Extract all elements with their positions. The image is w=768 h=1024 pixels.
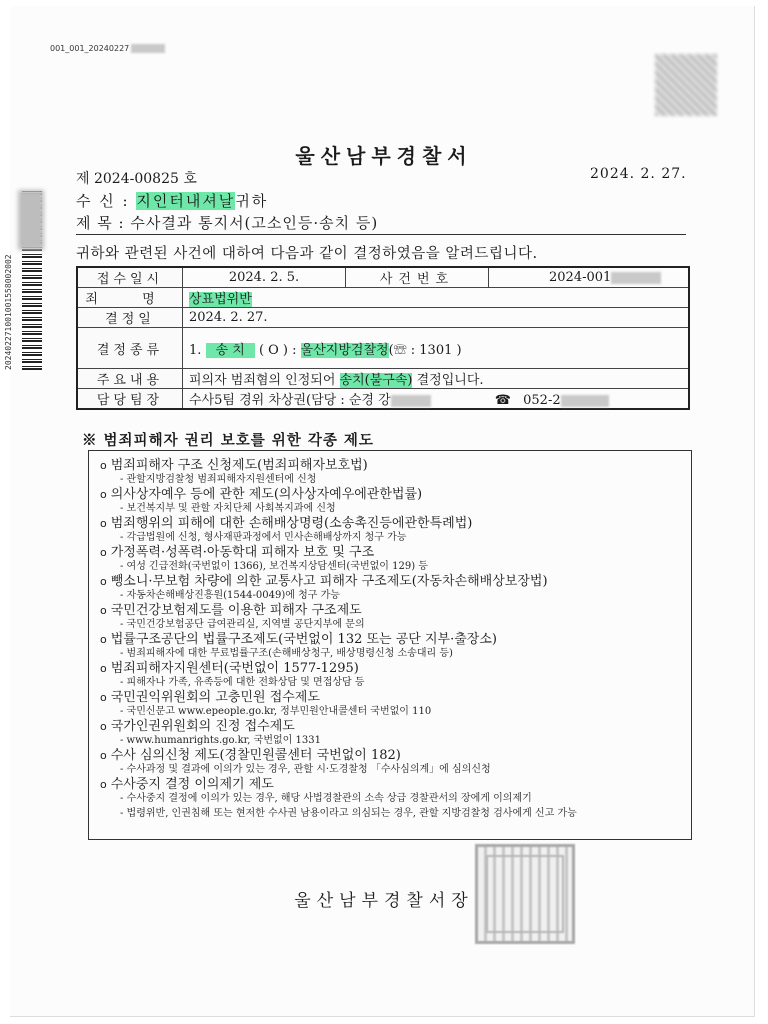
reception-date-label: 접수일시 bbox=[77, 267, 183, 288]
barcode-redaction bbox=[18, 190, 44, 250]
officer: 수사5팀 경위 차상권(담당 : 순경 강 ☎ 052-2 bbox=[183, 389, 690, 410]
table-row bbox=[77, 308, 689, 328]
bullet-icon: o bbox=[100, 517, 107, 530]
list-item-detail: - 보건복지부 및 관할 자치단체 사회복지과에 신청 bbox=[120, 503, 336, 514]
bullet-icon: o bbox=[100, 662, 107, 675]
list-item-title: o 국민권익위원회의 고충민원 접수제도 bbox=[100, 690, 320, 705]
list-item bbox=[100, 458, 690, 487]
recipient-name: 지인터내셔날 bbox=[136, 192, 236, 210]
list-item bbox=[100, 545, 690, 574]
table-row bbox=[77, 328, 689, 369]
list-item-detail: - 범죄피해자에 대한 무료법률구조(손해배상청구, 배상명령신청 소송대리 등) bbox=[120, 648, 453, 659]
section-title: ※ 범죄피해자 권리 보호를 위한 각종 제도 bbox=[82, 432, 374, 449]
list-item-title: o 뺑소니·무보험 차량에 의한 교통사고 피해자 구조제도(자동차손해배상보장법) bbox=[100, 574, 548, 589]
decision-date: 2024. 2. 27. bbox=[183, 308, 690, 328]
list-item bbox=[100, 516, 690, 545]
bullet-icon: o bbox=[100, 575, 107, 588]
list-item-title: o 가정폭력·성폭력·아동학대 피해자 보호 및 구조 bbox=[100, 545, 375, 560]
list-item bbox=[100, 661, 690, 690]
list-item-title: o 수사중지 결정 이의제기 제도 bbox=[100, 777, 274, 792]
list-item-detail: - 국민건강보험공단 급여관리실, 지역별 공단지부에 문의 bbox=[120, 619, 365, 630]
bullet-icon: o bbox=[100, 604, 107, 617]
list-item-detail: - www.humanrights.go.kr, 국번없이 1331 bbox=[120, 735, 321, 746]
bullet-icon: o bbox=[100, 546, 107, 559]
qr-code-redacted bbox=[655, 54, 717, 116]
list-item-detail: - 여성 긴급전화(국번없이 1366), 보건복지상담센터(국번없이 129) 등 bbox=[120, 561, 428, 572]
list-item-title: o 범죄피해자지원센터(국번없이 1577-1295) bbox=[100, 661, 359, 676]
bullet-icon: o bbox=[100, 720, 107, 733]
crime-label: 죄 명 bbox=[77, 288, 183, 308]
case-number-label: 사건번호 bbox=[346, 267, 489, 288]
list-item-title: o 수사 심의신청 제도(경찰민원콜센터 국번없이 182) bbox=[100, 748, 401, 763]
list-item-title: o 국민건강보험제도를 이용한 피해자 구조제도 bbox=[100, 603, 362, 618]
list-item bbox=[100, 603, 690, 632]
list-item bbox=[100, 748, 690, 777]
recipient: 수 신 : 지인터내셔날귀하 bbox=[76, 192, 269, 210]
redacted-officer-name bbox=[391, 395, 431, 407]
redacted-id bbox=[131, 44, 165, 53]
list-item-detail: - 관할지방검찰청 범죄피해자지원센터에 신청 bbox=[120, 474, 317, 485]
bullet-icon: o bbox=[100, 749, 107, 762]
document-number: 제 2024-00825 호 bbox=[76, 171, 197, 187]
barcode-number: 202402271001001558002002 bbox=[4, 254, 13, 370]
summary: 피의자 범죄혐의 인정되어 송치(불구속) 결정입니다. bbox=[183, 369, 690, 389]
list-item-detail: - 각급법원에 신청, 형사재판과정에서 민사손해배상까지 청구 가능 bbox=[120, 532, 407, 543]
list-item-detail: - 피해자나 가족, 유족등에 대한 전화상담 및 면접상담 등 bbox=[120, 677, 365, 688]
table-row bbox=[77, 267, 689, 288]
list-item-detail: - 국민신문고 www.epeople.go.kr, 정부민원안내콜센터 국번없이 110 bbox=[120, 706, 432, 717]
document-date: 2024. 2. 27. bbox=[590, 166, 687, 182]
list-item bbox=[100, 632, 690, 661]
reception-date: 2024. 2. 5. bbox=[183, 267, 346, 288]
list-item-detail: - 수사중지 결정에 이의가 있는 경우, 해당 사법경찰관의 소속 상급 경찰관서의 장에게 이의제기 bbox=[120, 793, 532, 804]
decision-type: 1. 송 치 ( O ) : 울산지방검찰청(☏ : 1301 ) bbox=[183, 328, 690, 369]
intro-text: 귀하와 관련된 사건에 대하여 다음과 같이 결정하였음을 알려드립니다. bbox=[76, 246, 538, 262]
decision-type-label: 결정종류 bbox=[77, 328, 183, 369]
officer-label: 담당팀장 bbox=[77, 389, 183, 410]
bullet-icon: o bbox=[100, 778, 107, 791]
subject: 제 목 : 수사결과 통지서(고소인등·송치 등) bbox=[76, 214, 379, 232]
table-row bbox=[77, 288, 689, 308]
case-number: 2024-001 bbox=[489, 267, 690, 288]
list-item-detail: - 법령위반, 인권침해 또는 현저한 수사권 남용이라고 의심되는 경우, 관할 지방검찰청 검사에게 신고 가능 bbox=[120, 808, 577, 819]
document-id: 001_001_20240227 bbox=[50, 44, 165, 53]
list-item-title: o 의사상자예우 등에 관한 제도(의사상자예우에관한법률) bbox=[100, 487, 423, 502]
case-info-table bbox=[76, 266, 690, 410]
divider bbox=[76, 234, 686, 235]
list-item-title: o 범죄행위의 피해에 대한 손해배상명령(소송촉진등에관한특례법) bbox=[100, 516, 473, 531]
phone-icon: ☎ bbox=[494, 393, 511, 408]
bullet-icon: o bbox=[100, 633, 107, 646]
rights-list bbox=[100, 458, 690, 817]
list-item-detail: - 수사과정 및 결과에 이의가 있는 경우, 관할 시·도경찰청 「수사심의계」에 심의신청 bbox=[120, 764, 491, 775]
redacted-case-number bbox=[611, 272, 661, 284]
crime: 상표법위반 bbox=[183, 288, 690, 308]
list-item bbox=[100, 487, 690, 516]
issuer-signature: 울산남부경찰서장 bbox=[294, 891, 474, 911]
list-item bbox=[100, 690, 690, 719]
summary-label: 주요내용 bbox=[77, 369, 183, 389]
decision-date-label: 결정일 bbox=[77, 308, 183, 328]
bullet-icon: o bbox=[100, 459, 107, 472]
list-item-title: o 국가인권위원회의 진정 접수제도 bbox=[100, 719, 295, 734]
list-item-title: o 범죄피해자 구조 신청제도(범죄피해자보호법) bbox=[100, 458, 368, 473]
table-row bbox=[77, 389, 689, 410]
list-item bbox=[100, 719, 690, 748]
list-item bbox=[100, 574, 690, 603]
redacted-phone bbox=[561, 395, 609, 407]
table-row bbox=[77, 369, 689, 389]
list-item-title: o 법률구조공단의 법률구조제도(국번없이 132 또는 공단 지부·출장소) bbox=[100, 632, 497, 647]
bullet-icon: o bbox=[100, 691, 107, 704]
list-item-detail: - 자동차손해배상진흥원(1544-0049)에 청구 가능 bbox=[120, 590, 340, 601]
organization-title: 울산남부경찰서 bbox=[295, 144, 473, 168]
bullet-icon: o bbox=[100, 488, 107, 501]
list-item bbox=[100, 777, 690, 817]
